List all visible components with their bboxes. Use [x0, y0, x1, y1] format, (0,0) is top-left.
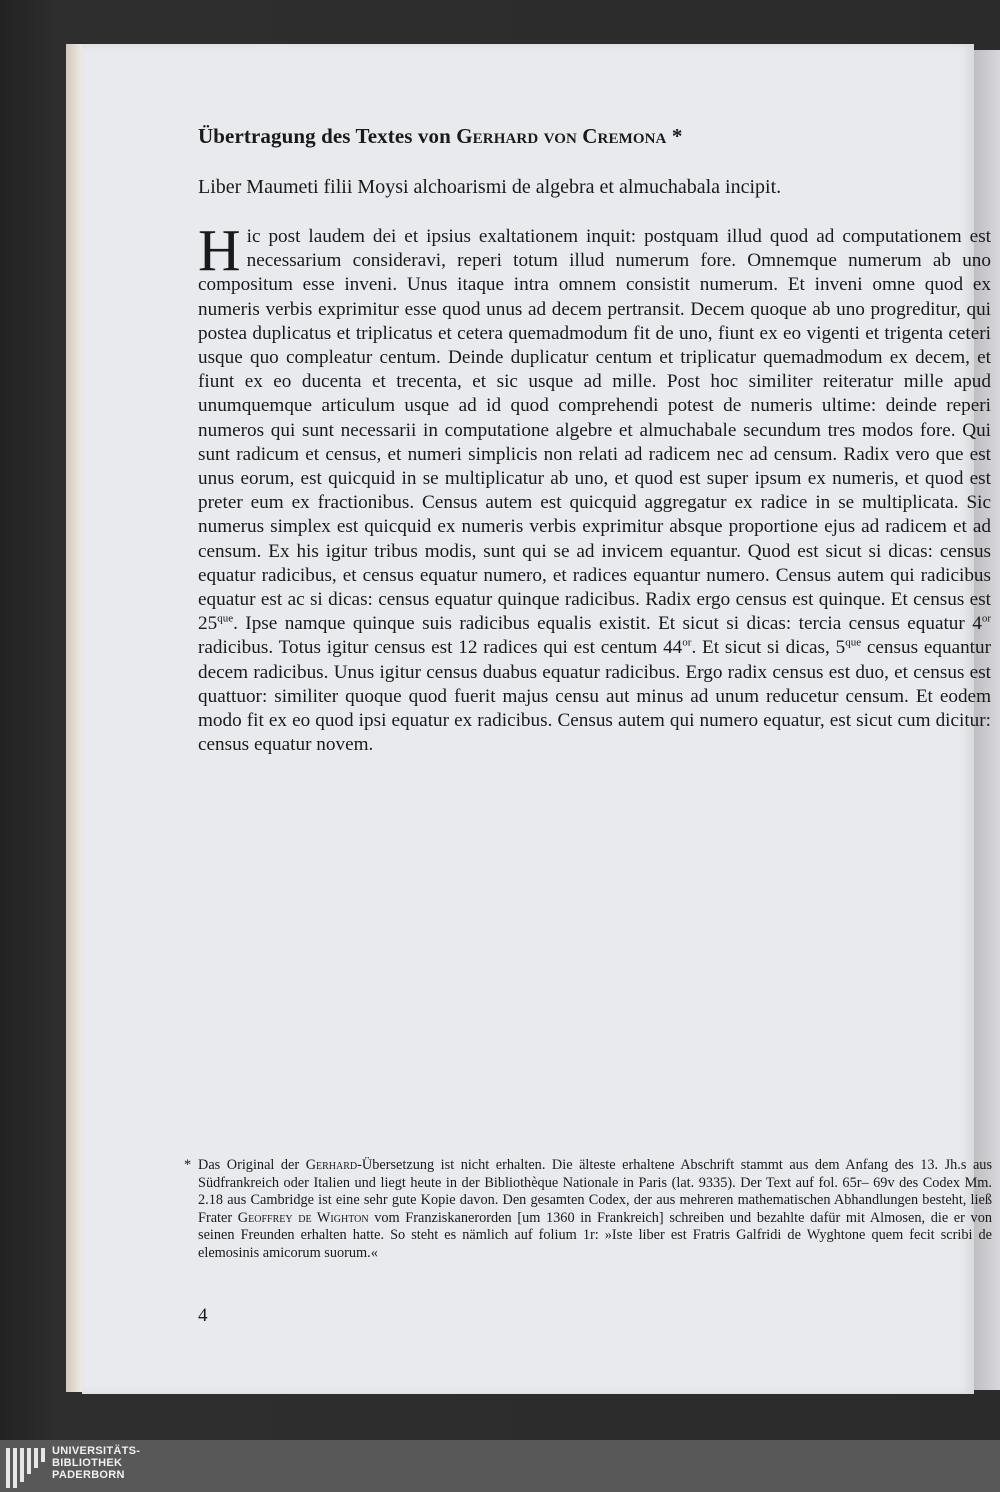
library-footer — [0, 1440, 1000, 1492]
footnote-name-gerhard: Gerhard — [305, 1157, 358, 1173]
incipit-line: Liber Maumeti filii Moysi alchoarismi de algebra et almuchabala incipit. — [198, 176, 782, 198]
footnote-part-3: vom Franziskanerorden [um 1360 in Frankreich] schreiben und bezahlte dafür mit Almosen, die er von seinen Freunden erhalten hatte. So steht es nämlich auf folium 1r: »Iste liber est Fratris Galfridi de Wyghtone quem fecit scribi de elemosinis amicorum suorum.« — [198, 1209, 993, 1261]
library-name-line-3: PADERBORN — [52, 1469, 125, 1481]
main-text — [198, 217, 991, 757]
footnote-mark: * — [184, 1157, 192, 1173]
superscript-4: que — [845, 637, 862, 650]
page-number: 4 — [198, 1305, 208, 1326]
superscript-1: que — [217, 612, 234, 625]
footnote-name-geoffrey: Geoffrey de Wighton — [237, 1209, 369, 1226]
text-segment-1: ic post laudem dei et ipsius exaltationem inquit: postquam illud quod ad computationem est necessarium consideravi, reperi totum illud numerum fore. Omnemque numerum ab uno compositum esse inveni. Unus itaque intra omnem consistit numerum. Et inveni omne quod ex numeris verbis exprimitur esse quod unus ad decem pertransit. Decem quoque ab uno progreditur, qui postea duplicatus et triplicatus et cetera quemadmodum fit de uno, fiunt ex eo vigenti et trigenta ceteri usque quo compleatur centum. Deinde duplicatur centum et triplicatur quemadmodum ex decem, et fiunt ex eo ducenta et trecenta, et sic usque ad mille. Post hoc similiter reiteratur mille apud unumquemque articulum usque ad id quod comprehendi potest de numeris ultime: deinde reperi numeros qui sunt necessarii in computatione algebre et almuchabale secundum tres modos fore. Qui sunt radicum et census, et numeri simplicis non relati ad radicem nec ad censum. Radix vero que est unus eorum, est quicquid in se multiplicatur ab uno, et quod est super ipsum ex numeris, et quod est preter eum ex fractionibus. Census autem est quicquid aggregatur ex radice in se multiplicata. Sic numerus simplex est quicquid ex numeris verbis exprimitur absque proportione ejus ad radicem et ad censum. Ex his igitur tribus modis, sunt qui se ad invicem equantur. Quod est sicut si dicas: census equatur radicibus, et census equatur numero, et radices equantur numero. Census autem qui radicibus equatur est ac si dicas: census equatur quinque radicibus. Radix ergo census est quinque. Et census est 25 — [198, 226, 991, 635]
footnote-part-2: -Übersetzung ist nicht erhalten. Die älteste erhaltene Abschrift stammt aus dem Anfang des 13. Jh.s aus Südfrankreich oder Italien und liegt heute in der Bibliothèque Nationale in Paris (lat. 9335). Der Text auf fol. 65r– 69v des Codex Mm. 2.18 aus Cambridge ist eine sehr gute Kopie davon. Den gesamten Codex, der aus mehreren mathematischen Abhandlungen besteht, ließ Frater — [198, 1157, 993, 1226]
text-segment-5: census equantur decem radicibus. Unus igitur census duabus equatur radicibus. Ergo radix census est duo, et census est quattuor: similiter quoque quod fuerit majus censu aut minus ad unum reducetur censum. Et eodem modo fit ex eo quod ipsi equatur ex radicibus. Census autem qui numero equatur, est sicut cum dicitur: census equatur novem. — [198, 637, 991, 756]
text-segment-3: radicibus. Totus igitur census est 12 radices qui est centum 44 — [198, 637, 683, 659]
library-name — [52, 1445, 140, 1481]
footnote-part-1: Das Original der — [198, 1157, 306, 1173]
text-segment-2: . Ipse namque quinque suis radicibus equalis existit. Et sicut si dicas: tercia census equatur 4 — [233, 613, 982, 635]
heading-prefix: Übertragung des Textes von — [198, 124, 457, 148]
page-heading — [198, 124, 898, 149]
footnote-marker: * — [666, 124, 683, 148]
footnote — [184, 1157, 992, 1263]
superscript-3: or — [682, 637, 692, 650]
library-logo-icon — [6, 1448, 46, 1488]
footnote-text — [198, 1157, 992, 1263]
library-name-line-2: BIBLIOTHEK — [52, 1457, 123, 1469]
page-edge-left — [66, 44, 82, 1392]
heading-author: Gerhard von Cremona — [456, 124, 667, 148]
library-name-line-1: UNIVERSITÄTS- — [52, 1445, 141, 1457]
book-page — [82, 44, 993, 1394]
drop-cap: H — [198, 217, 241, 283]
text-segment-4: . Et sicut si dicas, 5 — [691, 637, 846, 659]
superscript-2: or — [981, 612, 991, 625]
